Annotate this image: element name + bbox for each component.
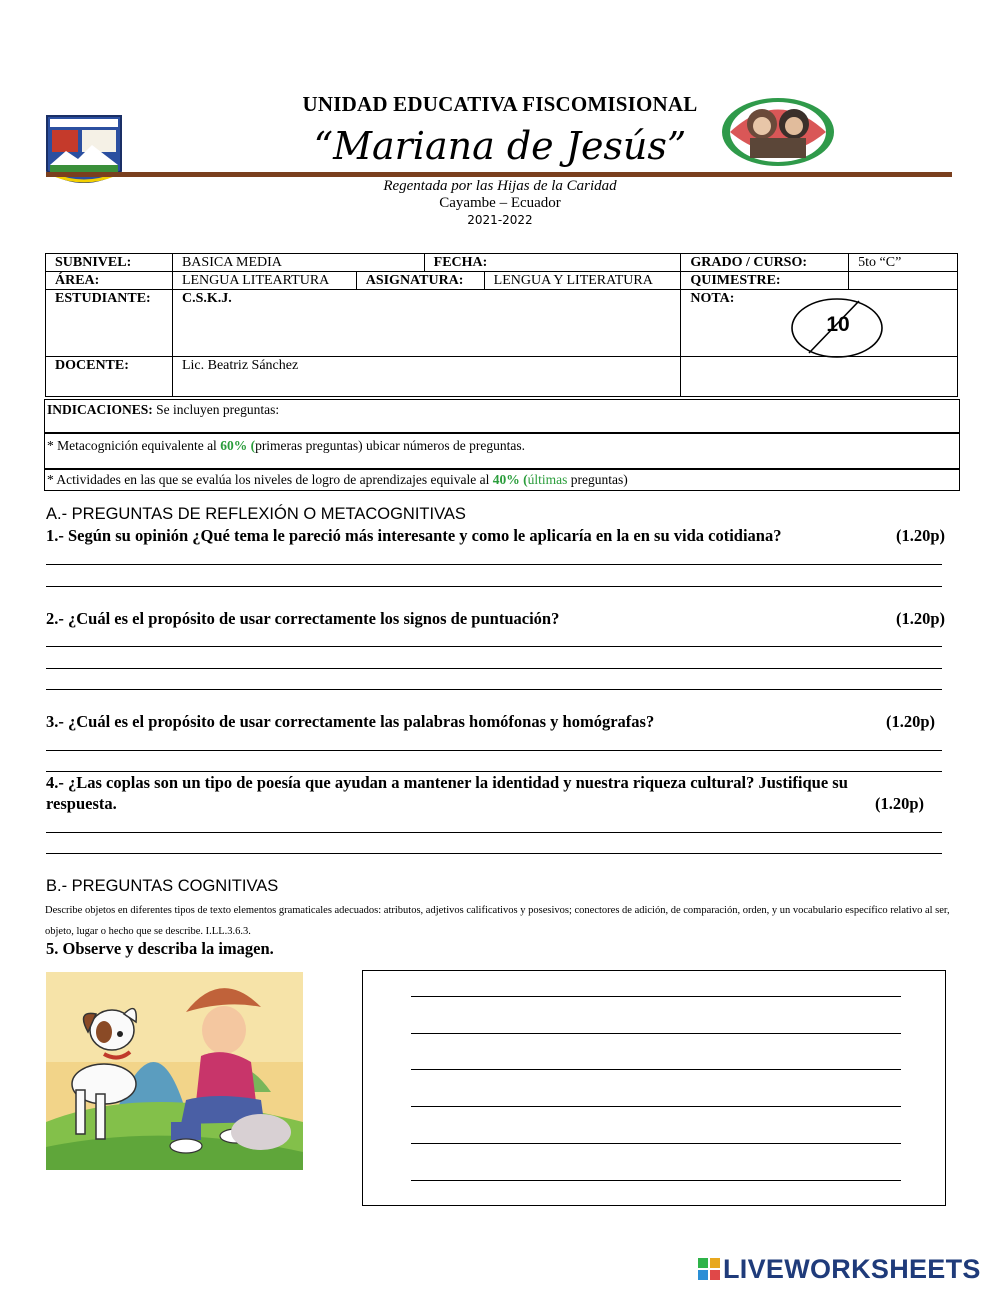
school-city: Cayambe – Ecuador <box>439 195 561 211</box>
ind2-percent: 40% ( <box>492 472 528 487</box>
question-2-points: (1.20p) <box>896 609 946 628</box>
image-description-box[interactable] <box>362 970 946 1206</box>
asignatura-label: ASIGNATURA: <box>356 272 484 290</box>
fecha-label[interactable]: FECHA: <box>424 254 681 272</box>
student-info-table <box>45 253 958 397</box>
grado-label: GRADO / CURSO: <box>681 254 849 272</box>
ind2-text-a: * Actividades en las que se evalúa los niveles de logro de aprendizajes equivale al <box>47 472 493 487</box>
answer-line[interactable] <box>46 586 942 587</box>
area-label: ÁREA: <box>46 272 173 290</box>
docente-signature-cell <box>681 357 958 397</box>
nota-label: NOTA: <box>690 291 735 306</box>
question-4-points: (1.20p) <box>875 794 925 813</box>
school-subtitle: Regentada por las Hijas de la Caridad <box>383 178 617 194</box>
answer-line[interactable] <box>46 832 942 833</box>
header-rule <box>46 172 952 177</box>
question-4-line-1: 4.- ¿Las coplas son un tipo de poesía que ayudan a mantener la identidad y nuestra riqueza cultural? Justifique su <box>46 773 848 792</box>
brand-name: LIVEWORKSHEETS <box>723 1254 981 1284</box>
ind1-percent: 60% ( <box>220 438 256 453</box>
indications-line-1 <box>44 433 960 469</box>
section-a-title: A.- PREGUNTAS DE REFLEXIÓN O METACOGNITIVAS <box>46 505 466 523</box>
ind2-text-b: preguntas) <box>567 472 628 487</box>
answer-line[interactable] <box>46 564 942 565</box>
estudiante-value: C.S.K.J. <box>172 290 680 357</box>
answer-line[interactable] <box>46 646 942 647</box>
liveworksheets-logo-icon <box>698 1258 720 1280</box>
subnivel-label: SUBNIVEL: <box>46 254 173 272</box>
answer-line[interactable] <box>46 689 942 690</box>
docente-label: DOCENTE: <box>46 357 173 397</box>
answer-line[interactable] <box>46 750 942 751</box>
answer-line[interactable] <box>46 771 942 772</box>
answer-line[interactable] <box>46 853 942 854</box>
indications-header <box>44 399 960 433</box>
quimestre-value[interactable] <box>849 272 958 290</box>
answer-line[interactable] <box>411 1143 901 1144</box>
question-3: 3.- ¿Cuál es el propósito de usar correctamente las palabras homófonas y homógrafas? <box>46 712 655 731</box>
answer-line[interactable] <box>411 1033 901 1034</box>
grado-value: 5to “C” <box>849 254 958 272</box>
area-value: LENGUA LITEARTURA <box>172 272 356 290</box>
nota-value: 10 <box>826 313 850 336</box>
question-4-line-2: respuesta. <box>46 794 117 813</box>
ind1-text-a: * Metacognición equivalente al <box>47 438 221 453</box>
section-b-title: B.- PREGUNTAS COGNITIVAS <box>46 877 279 895</box>
ind2-word: últimas <box>527 472 568 487</box>
liveworksheets-brand <box>698 1254 981 1285</box>
question-1: 1.- Según su opinión ¿Qué tema le pareció más interesante y como le aplicaría en la en su vida cotidiana? <box>46 526 782 545</box>
question-2: 2.- ¿Cuál es el propósito de usar correctamente los signos de puntuación? <box>46 609 560 628</box>
indications-line-2 <box>44 469 960 491</box>
nota-cell <box>681 290 958 357</box>
answer-line[interactable] <box>411 1069 901 1070</box>
question-5: 5. Observe y describa la imagen. <box>46 939 274 958</box>
asignatura-value: LENGUA Y LITERATURA <box>484 272 681 290</box>
section-b-description: Describe objetos en diferentes tipos de texto elementos gramaticales adecuados: atributos, adjetivos calificativos y posesivos; conectores de adición, de comparación, orden, y un vocabulario específico relativo al ser, objeto, lugar o hecho que se describe. I.LL.3.6.3. <box>45 905 950 937</box>
answer-line[interactable] <box>411 1106 901 1107</box>
estudiante-label: ESTUDIANTE: <box>46 290 173 357</box>
school-title: UNIDAD EDUCATIVA FISCOMISIONAL <box>302 92 698 116</box>
indications-label: INDICACIONES: <box>47 402 153 417</box>
boy-and-dog-illustration <box>46 972 303 1170</box>
school-name: “Mariana de Jesús” <box>313 124 687 168</box>
answer-line[interactable] <box>411 996 901 997</box>
quimestre-label: QUIMESTRE: <box>681 272 849 290</box>
answer-line[interactable] <box>411 1180 901 1181</box>
school-year: 2021-2022 <box>467 213 533 227</box>
question-1-points: (1.20p) <box>896 526 946 545</box>
patrons-portrait-logo <box>720 92 836 168</box>
question-3-points: (1.20p) <box>886 712 936 731</box>
ind1-text-b: primeras preguntas) ubicar números de preguntas. <box>255 438 525 453</box>
answer-line[interactable] <box>46 668 942 669</box>
docente-value: Lic. Beatriz Sánchez <box>172 357 680 397</box>
subnivel-value: BASICA MEDIA <box>172 254 424 272</box>
indications-text: Se incluyen preguntas: <box>152 402 280 417</box>
